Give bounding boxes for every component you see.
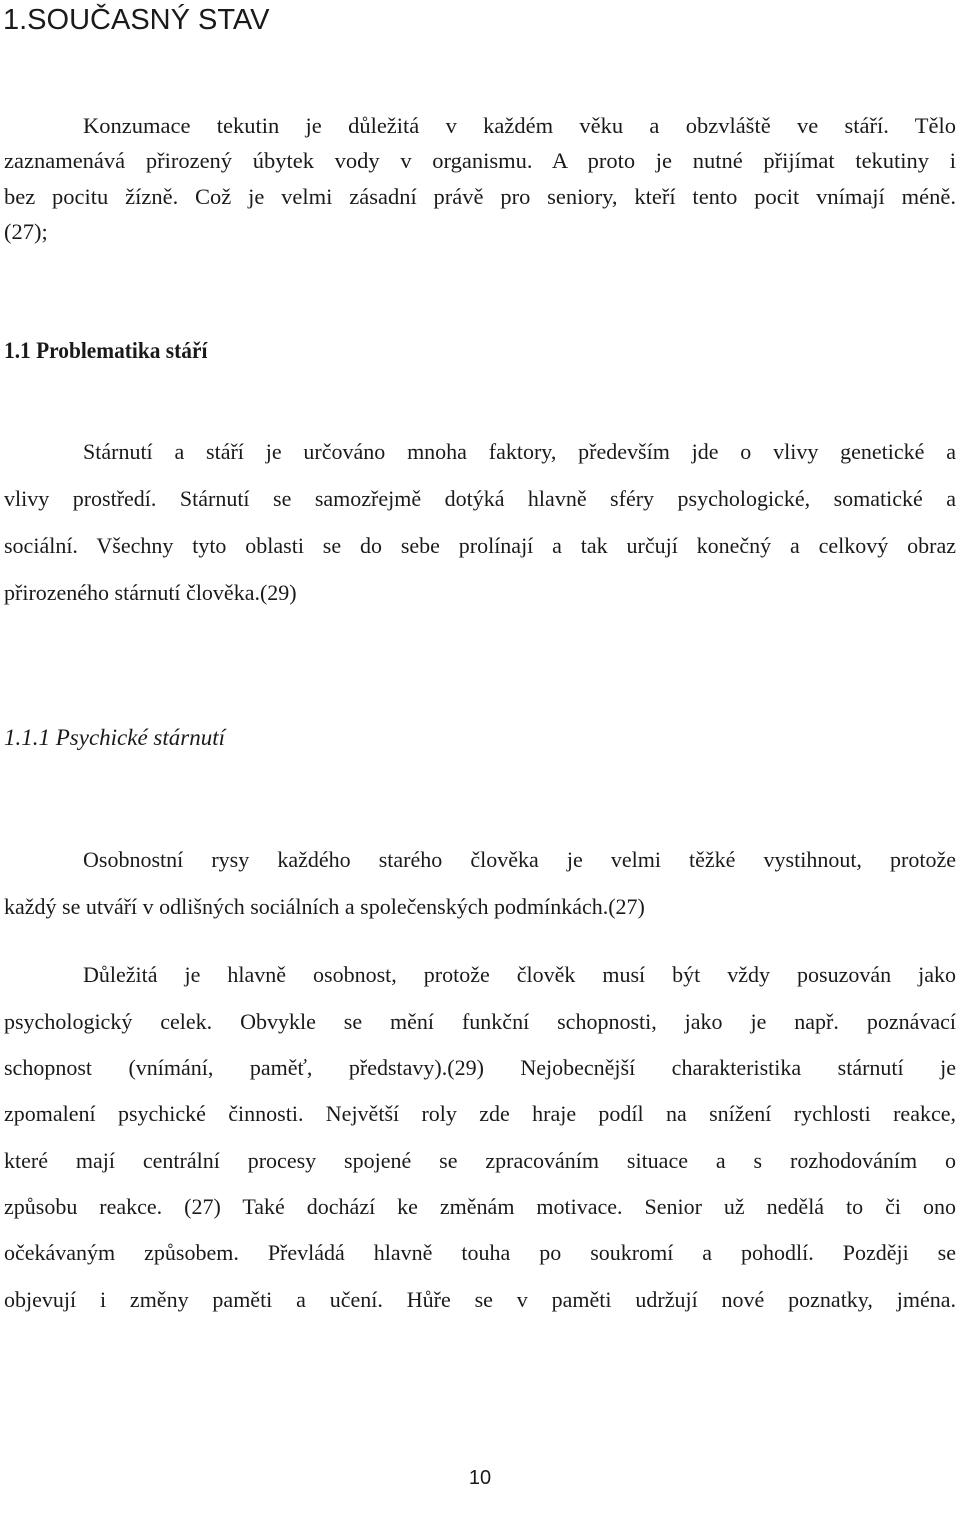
paragraph-line: očekávaným způsobem. Převládá hlavně touha po soukromí a pohodlí. Později se [4,1240,956,1265]
paragraph-line: Stárnutí a stáří je určováno mnoha faktory, především jde o vlivy genetické a [83,439,956,464]
section-heading: 1.1 Problematika stáří [4,338,208,363]
subsection-heading: 1.1.1 Psychické stárnutí [4,725,226,750]
paragraph-line: Důležitá je hlavně osobnost, protože člověk musí být vždy posuzován jako [83,962,956,987]
paragraph-line: zpomalení psychické činnosti. Největší roly zde hraje podíl na snížení rychlosti reakce, [4,1101,956,1126]
paragraph-line: psychologický celek. Obvykle se mění funkční schopnosti, jako je např. poznávací [4,1009,956,1034]
paragraph-line: sociální. Všechny tyto oblasti se do sebe prolínají a tak určují konečný a celkový obraz [4,533,956,558]
page-number: 10 [468,1467,492,1489]
paragraph-line: způsobu reakce. (27) Také dochází ke změnám motivace. Senior už nedělá to či ono [4,1194,956,1219]
paragraph-line: přirozeného stárnutí člověka.(29) [4,580,297,605]
paragraph-line: které mají centrální procesy spojené se zpracováním situace a s rozhodováním o [4,1148,956,1173]
paragraph-line: Osobnostní rysy každého starého člověka je velmi těžké vystihnout, protože [83,847,956,872]
paragraph-line: každý se utváří v odlišných sociálních a společenských podmínkách.(27) [4,894,645,919]
paragraph-line: Konzumace tekutin je důležitá v každém věku a obzvláště ve stáří. Tělo [83,113,956,138]
paragraph-line: bez pocitu žízně. Což je velmi zásadní právě pro seniory, kteří tento pocit vnímají méně. [4,184,956,209]
paragraph-line: objevují i změny paměti a učení. Hůře se v paměti udržují nové poznatky, jména. [4,1287,956,1312]
paragraph-line: vlivy prostředí. Stárnutí se samozřejmě dotýká hlavně sféry psychologické, somatické a [4,486,956,511]
chapter-heading: 1.SOUČASNÝ STAV [3,4,270,36]
paragraph-line: schopnost (vnímání, paměť, představy).(29) Nejobecnější charakteristika stárnutí je [4,1055,956,1080]
paragraph-line: zaznamenává přirozený úbytek vody v organismu. A proto je nutné přijímat tekutiny i [4,148,956,173]
paragraph-line: (27); [4,219,48,244]
